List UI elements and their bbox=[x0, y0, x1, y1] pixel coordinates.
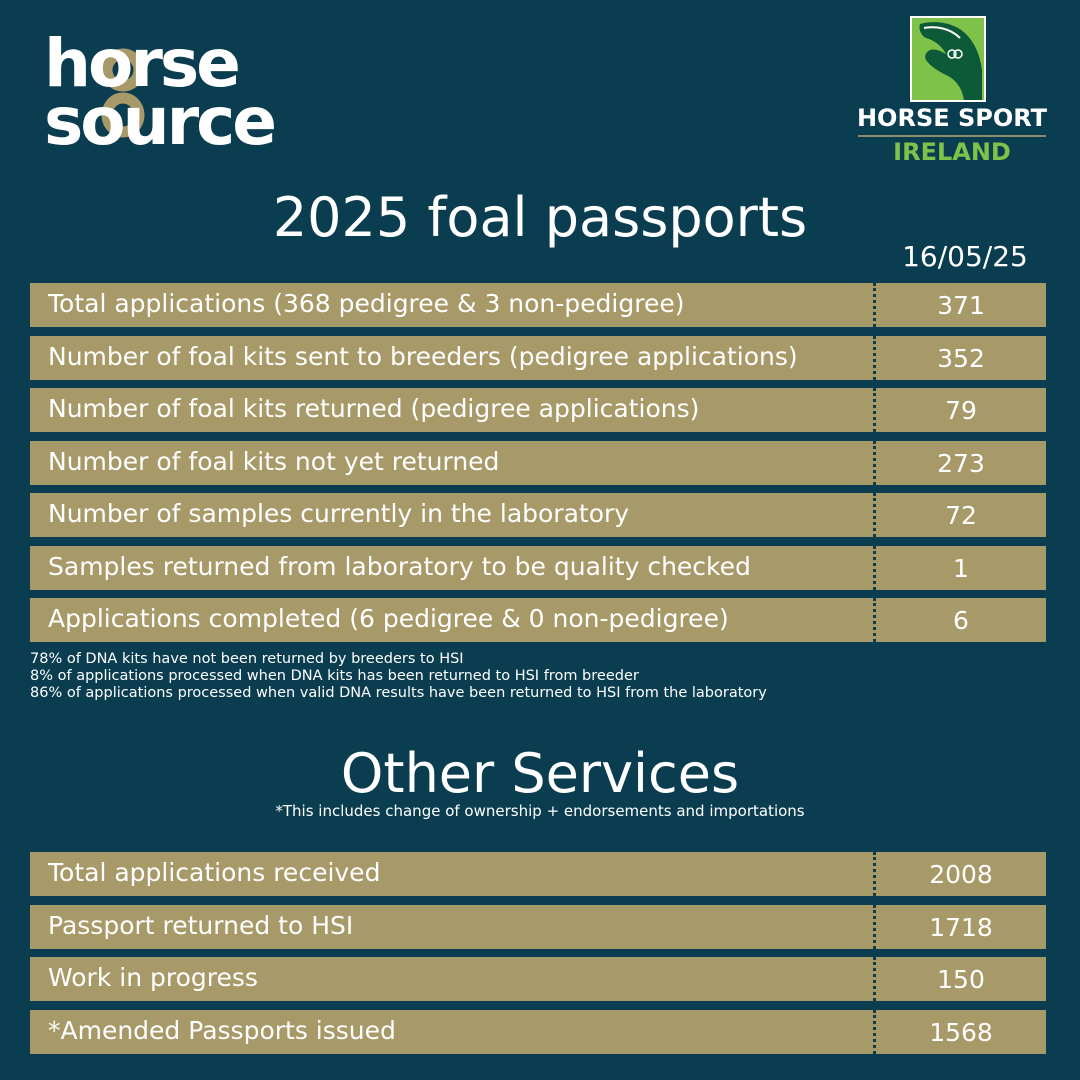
table-row bbox=[30, 441, 1046, 485]
note-line: 78% of DNA kits have not been returned by breeders to HSI bbox=[30, 651, 464, 667]
row-label: Passport returned to HSI bbox=[48, 910, 354, 940]
row-value: 1718 bbox=[929, 912, 993, 942]
horse-source-logo bbox=[44, 22, 314, 152]
row-label: Number of foal kits not yet returned bbox=[48, 446, 500, 476]
table-row bbox=[30, 493, 1046, 537]
table-row bbox=[30, 388, 1046, 432]
other-services-subtitle: *This includes change of ownership + endorsements and importations bbox=[275, 802, 805, 820]
report-date: 16/05/25 bbox=[902, 240, 1028, 273]
row-value: 79 bbox=[945, 396, 977, 425]
logo-word-source: source bbox=[44, 83, 275, 152]
row-label: Samples returned from laboratory to be quality checked bbox=[48, 551, 751, 581]
note-line: 8% of applications processed when DNA kits has been returned to HSI from breeder bbox=[30, 668, 639, 684]
row-label: Number of samples currently in the laboratory bbox=[48, 499, 630, 528]
table-row bbox=[30, 598, 1046, 642]
other-services-title: Other Services bbox=[340, 742, 740, 805]
row-label: Applications completed (6 pedigree & 0 non-pedigree) bbox=[48, 604, 729, 633]
logo-word-horse: horse bbox=[44, 25, 238, 102]
foal-passports-notes bbox=[30, 651, 1030, 702]
table-row bbox=[30, 283, 1046, 327]
other-services-table bbox=[30, 852, 1046, 1062]
table-row bbox=[30, 905, 1046, 949]
row-label: *Amended Passports issued bbox=[48, 1015, 396, 1045]
row-value: 371 bbox=[937, 291, 985, 320]
row-value: 72 bbox=[945, 501, 977, 530]
row-value: 6 bbox=[953, 606, 969, 635]
table-row bbox=[30, 336, 1046, 380]
row-value: 2008 bbox=[929, 860, 993, 889]
row-label: Work in progress bbox=[48, 963, 258, 992]
row-label: Number of foal kits returned (pedigree applications) bbox=[48, 394, 700, 423]
row-value: 1 bbox=[953, 553, 969, 583]
horse-sport-ireland-logo bbox=[852, 14, 1052, 174]
row-label: Total applications received bbox=[48, 858, 381, 887]
row-value: 1568 bbox=[929, 1017, 993, 1047]
note-line: 86% of applications processed when valid DNA results have been returned to HSI from the laboratory bbox=[30, 685, 767, 701]
row-label: Number of foal kits sent to breeders (pedigree applications) bbox=[48, 341, 798, 371]
hsi-logo-line1: HORSE SPORT bbox=[856, 104, 1048, 132]
table-row bbox=[30, 852, 1046, 896]
row-value: 273 bbox=[937, 448, 985, 478]
hsi-logo-divider bbox=[858, 135, 1046, 137]
hsi-logo-box bbox=[910, 16, 986, 102]
horse-head-icon bbox=[912, 18, 984, 100]
horse-source-logo-graphic bbox=[44, 22, 314, 152]
row-value: 150 bbox=[937, 965, 985, 994]
hsi-logo-line2: IRELAND bbox=[893, 138, 1011, 166]
table-row bbox=[30, 957, 1046, 1001]
row-value: 352 bbox=[937, 343, 985, 373]
foal-passports-title: 2025 foal passports bbox=[272, 186, 808, 249]
table-row bbox=[30, 1010, 1046, 1054]
row-label: Total applications (368 pedigree & 3 non-pedigree) bbox=[48, 289, 685, 318]
foal-passports-table bbox=[30, 283, 1046, 651]
table-row bbox=[30, 546, 1046, 590]
